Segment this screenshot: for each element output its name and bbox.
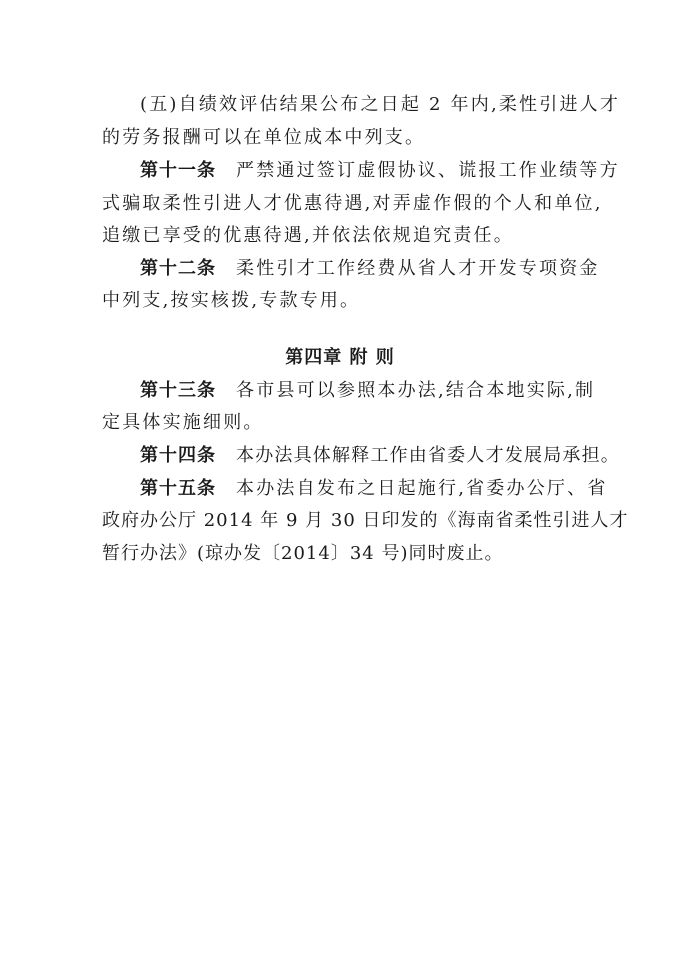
article-14-text-1: 本办法具体解释工作由省委人才发展局承担。 xyxy=(236,445,620,466)
article-12-text-1: 柔性引才工作经费从省人才开发专项资金 xyxy=(236,258,600,279)
article-15-line-1 xyxy=(140,476,608,502)
article-12-line-2: 中列支,按实核拨,专款专用。 xyxy=(102,290,361,311)
article-13-line-1 xyxy=(140,378,596,404)
article-11-heading: 第十一条 xyxy=(140,160,216,181)
article-15-line-3: 暂行办法》(琼办发〔2014〕34 号)同时废止。 xyxy=(102,543,504,564)
paragraph-5-line-2: 的劳务报酬可以在单位成本中列支。 xyxy=(102,127,426,148)
article-11-line-2: 式骗取柔性引进人才优惠待遇,对弄虚作假的个人和单位, xyxy=(102,193,603,214)
article-15-heading: 第十五条 xyxy=(140,478,216,499)
article-12-line-1 xyxy=(140,256,600,282)
chapter-4-title: 第四章 附 则 xyxy=(285,347,395,368)
article-14-line-1 xyxy=(140,443,620,469)
article-11-line-1 xyxy=(140,158,620,184)
article-12-heading: 第十二条 xyxy=(140,258,216,279)
article-11-text-1: 严禁通过签订虚假协议、谎报工作业绩等方 xyxy=(236,160,620,181)
article-15-text-1: 本办法自发布之日起施行,省委办公厅、省 xyxy=(236,478,608,499)
article-15-line-2: 政府办公厅 2014 年 9 月 30 日印发的《海南省柔性引进人才 xyxy=(102,510,629,531)
article-13-heading: 第十三条 xyxy=(140,380,216,401)
article-13-line-2: 定具体实施细则。 xyxy=(102,412,264,433)
paragraph-5-line-1: (五)自绩效评估结果公布之日起 2 年内,柔性引进人才 xyxy=(140,94,621,115)
article-14-heading: 第十四条 xyxy=(140,445,216,466)
article-11-line-3: 追缴已享受的优惠待遇,并依法依规追究责任。 xyxy=(102,225,514,246)
article-13-text-1: 各市县可以参照本办法,结合本地实际,制 xyxy=(236,380,596,401)
